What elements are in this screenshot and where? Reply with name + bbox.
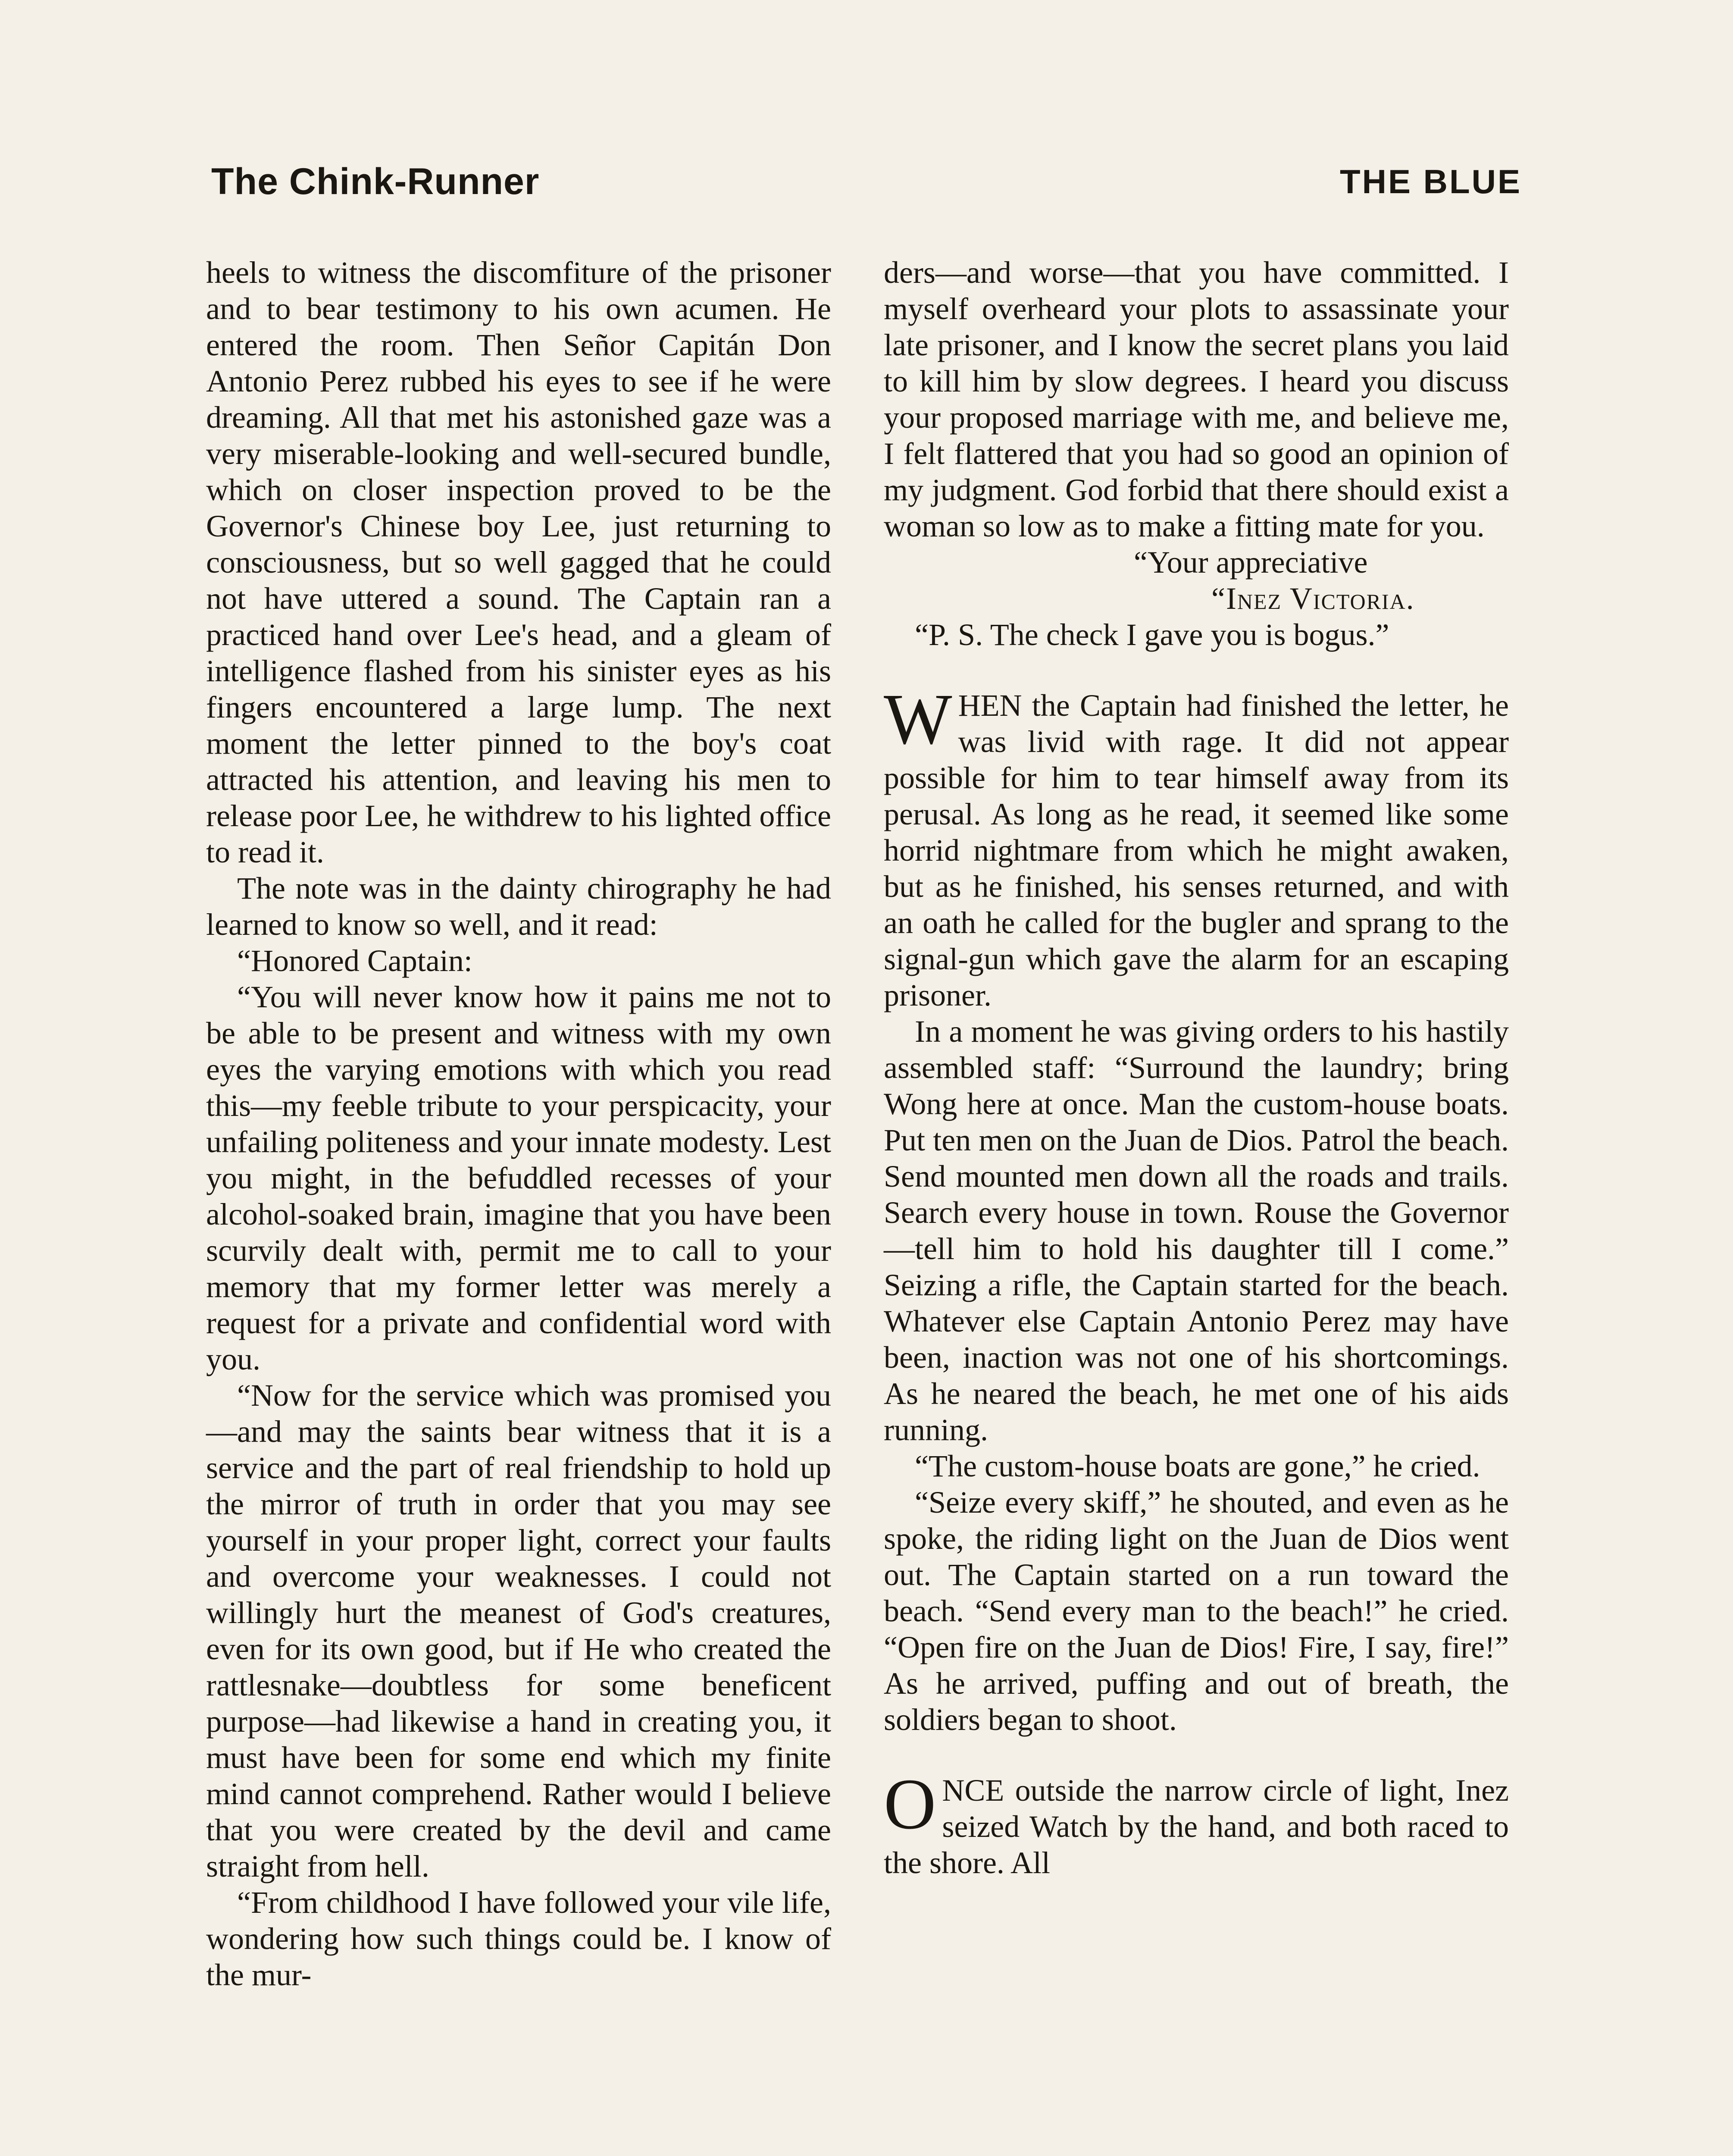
magazine-name: THE BLUE xyxy=(1340,163,1522,201)
postscript: “P. S. The check I gave you is bogus.” xyxy=(915,617,1389,652)
paragraph: “From childhood I have followed your vile life, wondering how such things could be. I know of the mur- xyxy=(206,1885,831,1992)
paragraph: “The custom-house boats are gone,” he cried. xyxy=(915,1449,1480,1483)
paragraph: “Seize every skiff,” he shouted, and even as he spoke, the riding light on the Juan de Dios went out. The Captain started on a run toward the beach. “Send every man to the beach!” he cried. “Open fire on the Juan de Dios! Fire, I say, fire!” As he arrived, puffing and out of breath, the soldiers began to shoot. xyxy=(884,1485,1509,1737)
paragraph: “You will never know how it pains me not to be able to be present and witness with my own eyes the varying emotions with which you read this—my feeble tribute to your perspicacity, your unfailing politeness and your innate modesty. Lest you might, in the befuddled recesses of your alcohol-soaked brain, imagine that you have been scurvily dealt with, permit me to call to your memory that my former letter was merely a request for a private and confidential word with you. xyxy=(206,980,831,1376)
paragraph: “Now for the service which was promised you—and may the saints bear witness that it is a service and the part of real friendship to hold up the mirror of truth in order that you may see yourself in your proper light, correct your faults and overcome your weaknesses. I could not willingly hurt the meanest of God's creatures, even for its own good, but if He who created the rattlesnake—doubtless for some beneficent purpose—had likewise a hand in creating you, it must have been for some end which my finite mind cannot comprehend. Rather would I believe that you were created by the devil and came straight from hell. xyxy=(206,1378,831,1883)
paragraph: The note was in the dainty chirography he had learned to know so well, and it read: xyxy=(206,871,831,942)
letter-closing: “Your appreciative xyxy=(1134,545,1368,580)
section-break xyxy=(884,653,1509,687)
letter-signature: “Inez Victoria. xyxy=(1211,581,1415,616)
story-title: The Chink-Runner xyxy=(211,161,540,202)
section-paragraph: WHEN the Captain had finished the letter, he was livid with rage. It did not appear possible for him to tear himself away from its perusal. As long as he read, it seemed like some horrid nightmare from which he might awaken, but as he finished, his senses returned, and with an oath he called for the bugler and sprang to the signal-gun which gave the alarm for an escaping prisoner. xyxy=(884,679,1509,1012)
letter-salutation: “Honored Captain: xyxy=(237,943,472,978)
right-column xyxy=(884,254,1509,1881)
section-break xyxy=(884,1738,1509,1772)
paragraph: In a moment he was giving orders to his hastily assembled staff: “Surround the laundry; bring Wong here at once. Man the custom-house boats. Put ten men on the Juan de Dios. Patrol the beach. Send mounted men down all the roads and trails. Search every house in town. Rouse the Governor—tell him to hold his daughter till I come.” Seizing a rifle, the Captain started for the beach. Whatever else Captain Antonio Perez may have been, inaction was not one of his shortcomings. As he neared the beach, he met one of his aids running. xyxy=(884,1014,1509,1447)
paragraph: heels to witness the discomfiture of the prisoner and to bear testimony to his own acumen. He entered the room. Then Señor Capitán Don Antonio Perez rubbed his eyes to see if he were dreaming. All that met his astonished gaze was a very miserable-looking and well-secured bundle, which on closer inspection proved to be the Governor's Chinese boy Lee, just returning to consciousness, but so well gagged that he could not have uttered a sound. The Captain ran a practiced hand over Lee's head, and a gleam of intelligence flashed from his sinister eyes as his fingers encountered a large lump. The next moment the letter pinned to the boy's coat attracted his attention, and leaving his men to release poor Lee, he withdrew to his lighted office to read it. xyxy=(206,255,831,869)
left-column xyxy=(206,254,831,1993)
running-head xyxy=(211,160,1522,221)
paragraph: ders—and worse—that you have committed. I myself overheard your plots to assassinate your late prisoner, and I know the secret plans you laid to kill him by slow degrees. I heard you discuss your proposed marriage with me, and believe me, I felt flattered that you had so good an opinion of my judgment. God forbid that there should exist a woman so low as to make a fitting mate for you. xyxy=(884,255,1509,543)
section-paragraph: ONCE outside the narrow circle of light, Inez seized Watch by the hand, and both raced to the shore. All xyxy=(884,1764,1509,1880)
